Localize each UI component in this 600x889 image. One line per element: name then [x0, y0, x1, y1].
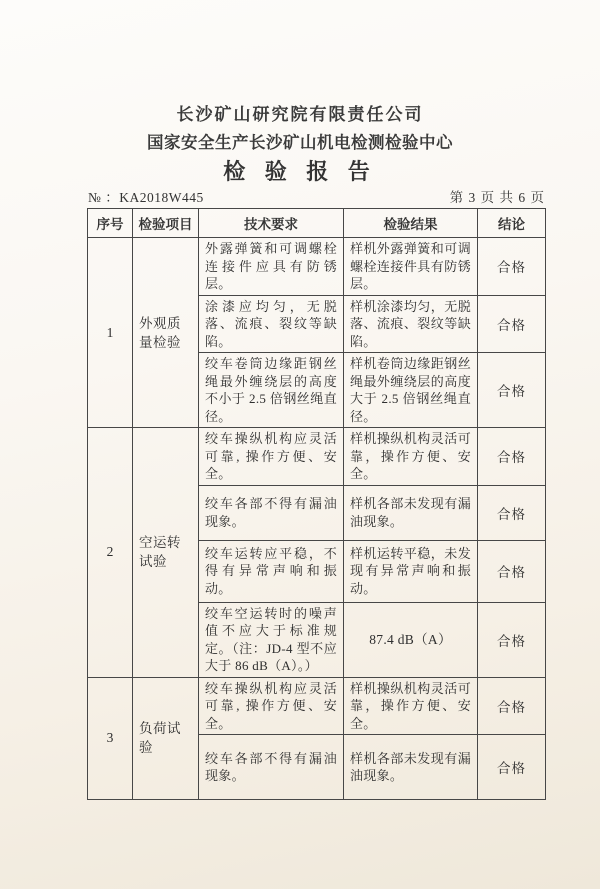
requirement-cell: 绞车操纵机构应灵活可靠, 操作方便、安全。: [199, 677, 344, 735]
page-indicator: 第 3 页 共 6 页: [449, 190, 545, 205]
serial-cell: 1: [88, 238, 133, 428]
col-header-requirement: 技术要求: [199, 209, 344, 238]
item-cell: 外观质量检验: [133, 238, 199, 428]
table-header-row: [88, 209, 546, 238]
conclusion-cell: 合格: [478, 677, 546, 735]
result-cell: 样机卷筒边缘距钢丝绳最外缠绕层的高度大于 2.5 倍钢丝绳直径。: [344, 353, 478, 428]
result-cell: 样机操纵机构灵活可靠，操作方便、安全。: [344, 428, 478, 486]
result-cell-noise-value: 87.4 dB（A）: [344, 602, 478, 677]
result-cell: 样机外露弹簧和可调螺栓连接件具有防锈层。: [344, 238, 478, 296]
report-number-value: KA2018W445: [119, 190, 204, 205]
conclusion-cell: 合格: [478, 353, 546, 428]
result-cell: 样机操纵机构灵活可靠，操作方便、安全。: [344, 677, 478, 735]
conclusion-cell: 合格: [478, 295, 546, 353]
requirement-cell: 绞车操纵机构应灵活可靠, 操作方便、安全。: [199, 428, 344, 486]
item-cell: 负荷试验: [133, 677, 199, 800]
inspection-table: [87, 208, 546, 800]
requirement-cell: 绞车空运转时的噪声值不应大于标准规定。（注：JD-4 型不应大于 86 dB（A）。）: [199, 602, 344, 677]
requirement-cell: 绞车各部不得有漏油现象。: [199, 485, 344, 540]
table-row: [88, 428, 546, 486]
report-number: [88, 186, 204, 206]
col-header-serial: 序号: [88, 209, 133, 238]
conclusion-cell: 合格: [478, 485, 546, 540]
result-cell: 样机涂漆均匀，无脱落、流痕、裂纹等缺陷。: [344, 295, 478, 353]
requirement-cell: 绞车运转应平稳，不得有异常声响和振动。: [199, 540, 344, 602]
col-header-conclusion: 结论: [478, 209, 546, 238]
result-cell: 样机各部未发现有漏油现象。: [344, 735, 478, 800]
requirement-cell: 绞车各部不得有漏油现象。: [199, 735, 344, 800]
result-cell: 样机各部未发现有漏油现象。: [344, 485, 478, 540]
organization-name: 长沙矿山研究院有限责任公司: [176, 105, 424, 124]
report-meta-row: [88, 186, 545, 206]
serial-cell: 3: [88, 677, 133, 800]
col-header-item: 检验项目: [133, 209, 199, 238]
table-row: [88, 677, 546, 735]
conclusion-cell: 合格: [478, 540, 546, 602]
table-row: [88, 238, 546, 296]
requirement-cell: 外露弹簧和可调螺栓连接件应具有防锈层。: [199, 238, 344, 296]
requirement-cell: 涂漆应均匀，无脱落、流痕、裂纹等缺陷。: [199, 295, 344, 353]
requirement-cell: 绞车卷筒边缘距钢丝绳最外缠绕层的高度不小于 2.5 倍钢丝绳直径。: [199, 353, 344, 428]
report-number-label: № ：: [88, 190, 120, 205]
conclusion-cell: 合格: [478, 735, 546, 800]
conclusion-cell: 合格: [478, 238, 546, 296]
col-header-result: 检验结果: [344, 209, 478, 238]
conclusion-cell: 合格: [478, 428, 546, 486]
serial-cell: 2: [88, 428, 133, 678]
conclusion-cell: 合格: [478, 602, 546, 677]
inspection-center-name: 国家安全生产长沙矿山机电检测检验中心: [147, 133, 453, 152]
report-title: 检 验 报 告: [223, 159, 377, 184]
result-cell: 样机运转平稳，未发现有异常声响和振动。: [344, 540, 478, 602]
item-cell: 空运转试验: [133, 428, 199, 678]
